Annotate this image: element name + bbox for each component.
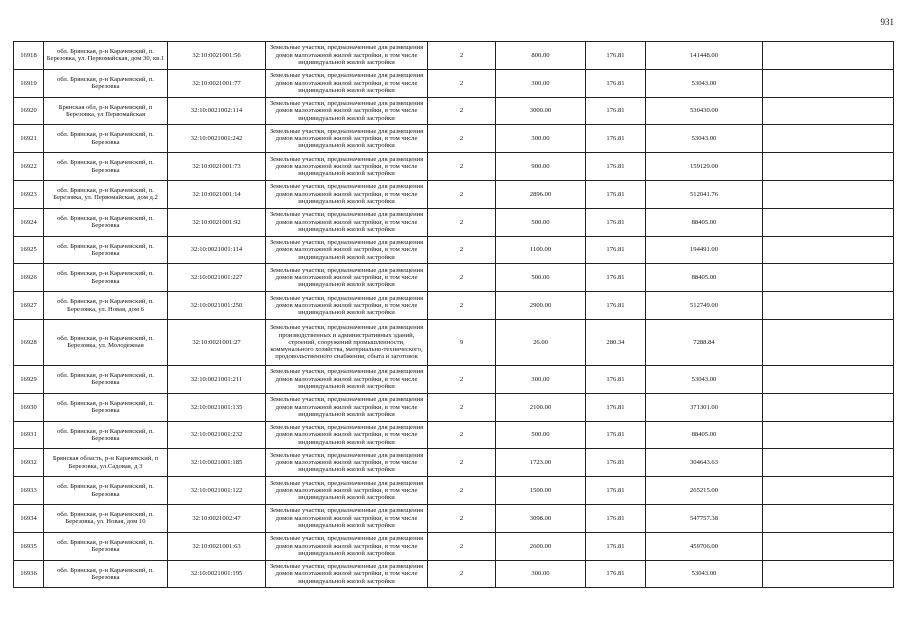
row-number: 16930: [14, 393, 44, 421]
row-number: 16921: [14, 125, 44, 153]
land-use-cell: Земельные участки, предназначенные для размещения домов малоэтажной жилой застройки, в том числе индивидуальной жилой застройки: [266, 264, 428, 292]
table-row: [14, 560, 894, 588]
area-cell: 800.00: [496, 42, 586, 70]
group-cell: 2: [428, 236, 496, 264]
area-cell: 3098.00: [496, 504, 586, 532]
table-row: [14, 236, 894, 264]
area-cell: 900.00: [496, 153, 586, 181]
address-cell: обл. Брянская, р-н Карачевский, п. Березовка: [44, 69, 168, 97]
cadastral-number-cell: 32:10:0021001:56: [168, 42, 266, 70]
group-cell: 2: [428, 393, 496, 421]
table-row: [14, 421, 894, 449]
row-number: 16932: [14, 449, 44, 477]
group-cell: 2: [428, 180, 496, 208]
table-row: [14, 292, 894, 320]
cadastral-number-cell: 32:10:0021001:77: [168, 69, 266, 97]
rate-cell: 176.81: [586, 69, 646, 97]
row-number: 16927: [14, 292, 44, 320]
rate-cell: 176.81: [586, 560, 646, 588]
value-cell: 459706.00: [646, 532, 763, 560]
land-use-cell: Земельные участки, предназначенные для размещения домов малоэтажной жилой застройки, в том числе индивидуальной жилой застройки: [266, 421, 428, 449]
group-cell: 2: [428, 97, 496, 125]
rate-cell: 176.81: [586, 393, 646, 421]
cadastral-number-cell: 32:10:0021001:250: [168, 292, 266, 320]
notes-cell: [763, 449, 894, 477]
land-use-cell: Земельные участки, предназначенные для размещения домов малоэтажной жилой застройки, в том числе индивидуальной жилой застройки: [266, 153, 428, 181]
land-use-cell: Земельные участки, предназначенные для размещения домов малоэтажной жилой застройки, в том числе индивидуальной жилой застройки: [266, 532, 428, 560]
row-number: 16920: [14, 97, 44, 125]
rate-cell: 176.81: [586, 365, 646, 393]
address-cell: обл. Брянская, р-н Карачевский, п. Березовка: [44, 264, 168, 292]
rate-cell: 176.81: [586, 236, 646, 264]
table-row: [14, 180, 894, 208]
address-cell: обл. Брянская, р-н Карачевский, п. Березовка: [44, 560, 168, 588]
notes-cell: [763, 125, 894, 153]
value-cell: 265215.00: [646, 477, 763, 505]
land-use-cell: Земельные участки, предназначенные для размещения домов малоэтажной жилой застройки, в том числе индивидуальной жилой застройки: [266, 180, 428, 208]
group-cell: 9: [428, 319, 496, 365]
notes-cell: [763, 477, 894, 505]
notes-cell: [763, 208, 894, 236]
address-cell: обл. Брянская, р-н Карачевский, п. Березовка: [44, 153, 168, 181]
value-cell: 53043.00: [646, 69, 763, 97]
row-number: 16918: [14, 42, 44, 70]
table-row: [14, 504, 894, 532]
value-cell: 88405.00: [646, 208, 763, 236]
group-cell: 2: [428, 532, 496, 560]
area-cell: 300.00: [496, 69, 586, 97]
land-use-cell: Земельные участки, предназначенные для размещения домов малоэтажной жилой застройки, в том числе индивидуальной жилой застройки: [266, 449, 428, 477]
cadastral-number-cell: 32:10:0021001:114: [168, 236, 266, 264]
cadastral-number-cell: 32:10:0021002:114: [168, 97, 266, 125]
land-use-cell: Земельные участки, предназначенные для размещения домов малоэтажной жилой застройки, в том числе индивидуальной жилой застройки: [266, 69, 428, 97]
notes-cell: [763, 153, 894, 181]
address-cell: обл. Брянская, р-н Карачевский, п. Березовка: [44, 208, 168, 236]
cadastral-number-cell: 32:10:0021001:211: [168, 365, 266, 393]
value-cell: 88405.00: [646, 421, 763, 449]
row-number: 16935: [14, 532, 44, 560]
notes-cell: [763, 97, 894, 125]
group-cell: 2: [428, 208, 496, 236]
row-number: 16933: [14, 477, 44, 505]
row-number: 16934: [14, 504, 44, 532]
cadastral-number-cell: 32:10:0021001:122: [168, 477, 266, 505]
cadastral-number-cell: 32:10:0021002:47: [168, 504, 266, 532]
row-number: 16931: [14, 421, 44, 449]
notes-cell: [763, 532, 894, 560]
area-cell: 500.00: [496, 208, 586, 236]
land-use-cell: Земельные участки, предназначенные для размещения домов малоэтажной жилой застройки, в том числе индивидуальной жилой застройки: [266, 560, 428, 588]
table-row: [14, 532, 894, 560]
address-cell: обл. Брянская, р-н Карачевский, п. Березовка: [44, 236, 168, 264]
value-cell: 547757.38: [646, 504, 763, 532]
row-number: 16929: [14, 365, 44, 393]
table-row: [14, 125, 894, 153]
land-use-cell: Земельные участки, предназначенные для размещения домов малоэтажной жилой застройки, в том числе индивидуальной жилой застройки: [266, 504, 428, 532]
area-cell: 3000.00: [496, 97, 586, 125]
value-cell: 159129.00: [646, 153, 763, 181]
area-cell: 2100.00: [496, 393, 586, 421]
row-number: 16923: [14, 180, 44, 208]
table-row: [14, 319, 894, 365]
notes-cell: [763, 69, 894, 97]
area-cell: 500.00: [496, 421, 586, 449]
group-cell: 2: [428, 449, 496, 477]
address-cell: обл. Брянская, р-н Карачевский, п. Березовка: [44, 393, 168, 421]
row-number: 16922: [14, 153, 44, 181]
value-cell: 88405.00: [646, 264, 763, 292]
value-cell: 530430.00: [646, 97, 763, 125]
row-number: 16926: [14, 264, 44, 292]
land-use-cell: Земельные участки, предназначенные для размещения домов малоэтажной жилой застройки, в том числе индивидуальной жилой застройки: [266, 477, 428, 505]
address-cell: обл. Брянская, р-н Карачевский, п. Березовка, ул. Новая, дом 10: [44, 504, 168, 532]
cadastral-number-cell: 32:10:0021001:73: [168, 153, 266, 181]
area-cell: 26.00: [496, 319, 586, 365]
table-row: [14, 153, 894, 181]
cadastral-number-cell: 32:10:0021001:14: [168, 180, 266, 208]
notes-cell: [763, 560, 894, 588]
notes-cell: [763, 319, 894, 365]
table-row: [14, 449, 894, 477]
area-cell: 1100.00: [496, 236, 586, 264]
cadastral-number-cell: 32:10:0021001:63: [168, 532, 266, 560]
value-cell: 141448.00: [646, 42, 763, 70]
table-row: [14, 208, 894, 236]
table-row: [14, 97, 894, 125]
page-number: 931: [880, 17, 894, 27]
area-cell: 300.00: [496, 125, 586, 153]
address-cell: обл. Брянская, р-н Карачевский, п. Березовка, ул. Молодежная: [44, 319, 168, 365]
table-row: [14, 393, 894, 421]
area-cell: 300.00: [496, 560, 586, 588]
land-use-cell: Земельные участки, предназначенные для размещения домов малоэтажной жилой застройки, в том числе индивидуальной жилой застройки: [266, 393, 428, 421]
address-cell: обл. Брянская, р-н Карачевский, п. Березовка, ул. Новая, дом 6: [44, 292, 168, 320]
row-number: 16924: [14, 208, 44, 236]
notes-cell: [763, 365, 894, 393]
group-cell: 2: [428, 292, 496, 320]
value-cell: 53043.00: [646, 365, 763, 393]
rate-cell: 176.81: [586, 264, 646, 292]
group-cell: 2: [428, 264, 496, 292]
cadastral-number-cell: 32:10:0021001:135: [168, 393, 266, 421]
value-cell: 512041.76: [646, 180, 763, 208]
group-cell: 2: [428, 42, 496, 70]
value-cell: 371301.00: [646, 393, 763, 421]
land-use-cell: Земельные участки, предназначенные для размещения домов малоэтажной жилой застройки, в том числе индивидуальной жилой застройки: [266, 208, 428, 236]
row-number: 16919: [14, 69, 44, 97]
group-cell: 2: [428, 477, 496, 505]
address-cell: обл. Брянская, р-н Карачевский, п. Березовка, ул. Первомайская, дом д.2: [44, 180, 168, 208]
row-number: 16925: [14, 236, 44, 264]
rate-cell: 176.81: [586, 42, 646, 70]
land-use-cell: Земельные участки, предназначенные для размещения домов малоэтажной жилой застройки, в том числе индивидуальной жилой застройки: [266, 42, 428, 70]
table-row: [14, 42, 894, 70]
group-cell: 2: [428, 125, 496, 153]
cadastral-number-cell: 32:10:0021001:185: [168, 449, 266, 477]
land-use-cell: Земельные участки, предназначенные для размещения домов малоэтажной жилой застройки, в том числе индивидуальной жилой застройки: [266, 97, 428, 125]
land-use-cell: Земельные участки, предназначенные для размещения домов малоэтажной жилой застройки, в том числе индивидуальной жилой застройки: [266, 365, 428, 393]
table-body: [14, 42, 894, 588]
address-cell: обл. Брянская, р-н Карачевский, п. Березовка, ул. Первомайская, дом 30, кв.1: [44, 42, 168, 70]
group-cell: 2: [428, 560, 496, 588]
value-cell: 194491.00: [646, 236, 763, 264]
notes-cell: [763, 264, 894, 292]
area-cell: 1723.00: [496, 449, 586, 477]
address-cell: обл. Брянская, р-н Карачевский, п. Березовка: [44, 365, 168, 393]
notes-cell: [763, 393, 894, 421]
address-cell: обл. Брянская, р-н Карачевский, п. Березовка: [44, 477, 168, 505]
rate-cell: 280.34: [586, 319, 646, 365]
value-cell: 512749.00: [646, 292, 763, 320]
group-cell: 2: [428, 69, 496, 97]
cadastral-number-cell: 32:10:0021001:92: [168, 208, 266, 236]
rate-cell: 176.81: [586, 180, 646, 208]
rate-cell: 176.81: [586, 449, 646, 477]
address-cell: Брянская обл, р-н Карачевский, п Березовка, ул Первомайская: [44, 97, 168, 125]
group-cell: 2: [428, 504, 496, 532]
cadastral-value-table: [13, 41, 894, 588]
group-cell: 2: [428, 421, 496, 449]
notes-cell: [763, 504, 894, 532]
address-cell: обл. Брянская, р-н Карачевский, п. Березовка: [44, 125, 168, 153]
rate-cell: 176.81: [586, 421, 646, 449]
notes-cell: [763, 236, 894, 264]
value-cell: 53043.00: [646, 560, 763, 588]
area-cell: 300.00: [496, 365, 586, 393]
rate-cell: 176.81: [586, 532, 646, 560]
area-cell: 2896.00: [496, 180, 586, 208]
area-cell: 2600.00: [496, 532, 586, 560]
table-row: [14, 477, 894, 505]
value-cell: 53043.00: [646, 125, 763, 153]
area-cell: 2900.00: [496, 292, 586, 320]
area-cell: 500.00: [496, 264, 586, 292]
notes-cell: [763, 292, 894, 320]
notes-cell: [763, 42, 894, 70]
address-cell: обл. Брянская, р-н Карачевский, п. Березовка: [44, 532, 168, 560]
value-cell: 304643.63: [646, 449, 763, 477]
row-number: 16936: [14, 560, 44, 588]
area-cell: 1500.00: [496, 477, 586, 505]
table-row: [14, 69, 894, 97]
notes-cell: [763, 180, 894, 208]
land-use-cell: Земельные участки, предназначенные для размещения производственных и административных зданий, строений, сооружений промышленности, коммунального хозяйства, материально-технического, продовольственного снабжения, сбыта и заготовок: [266, 319, 428, 365]
cadastral-number-cell: 32:10:0021001:195: [168, 560, 266, 588]
cadastral-number-cell: 32:10:0021001:242: [168, 125, 266, 153]
land-use-cell: Земельные участки, предназначенные для размещения домов малоэтажной жилой застройки, в том числе индивидуальной жилой застройки: [266, 236, 428, 264]
notes-cell: [763, 421, 894, 449]
rate-cell: 176.81: [586, 153, 646, 181]
rate-cell: 176.81: [586, 125, 646, 153]
cadastral-number-cell: 32:10:0021001:27: [168, 319, 266, 365]
rate-cell: 176.81: [586, 477, 646, 505]
cadastral-number-cell: 32:10:0021001:232: [168, 421, 266, 449]
group-cell: 2: [428, 153, 496, 181]
rate-cell: 176.81: [586, 97, 646, 125]
address-cell: Брянская область, р-н Карачевский, п Березовка, ул.Садовая, д 3: [44, 449, 168, 477]
rate-cell: 176.81: [586, 208, 646, 236]
rate-cell: 176.81: [586, 504, 646, 532]
land-use-cell: Земельные участки, предназначенные для размещения домов малоэтажной жилой застройки, в том числе индивидуальной жилой застройки: [266, 292, 428, 320]
land-use-cell: Земельные участки, предназначенные для размещения домов малоэтажной жилой застройки, в том числе индивидуальной жилой застройки: [266, 125, 428, 153]
row-number: 16928: [14, 319, 44, 365]
cadastral-number-cell: 32:10:0021001:227: [168, 264, 266, 292]
address-cell: обл. Брянская, р-н Карачевский, п. Березовка: [44, 421, 168, 449]
value-cell: 7288.84: [646, 319, 763, 365]
group-cell: 2: [428, 365, 496, 393]
table-row: [14, 264, 894, 292]
rate-cell: 176.81: [586, 292, 646, 320]
table-row: [14, 365, 894, 393]
